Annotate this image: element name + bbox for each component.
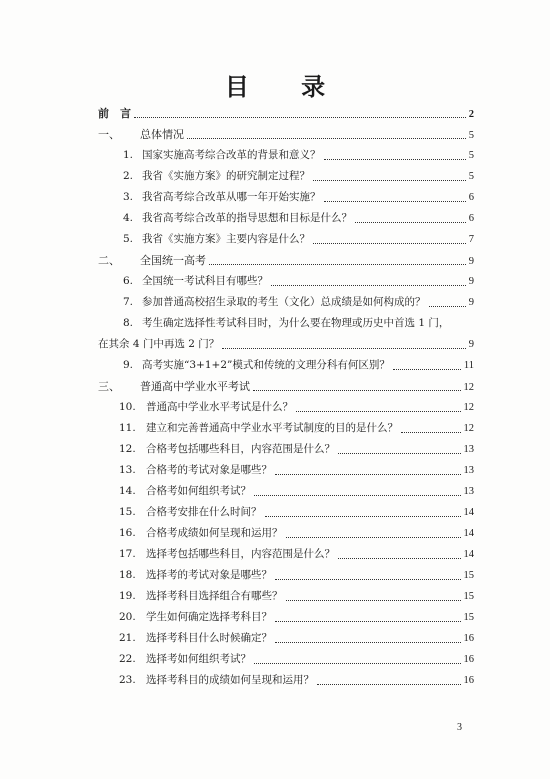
- toc-item-row: [98, 166, 474, 187]
- toc-entry-number: 1.: [123, 149, 134, 161]
- dot-leader: [286, 537, 461, 538]
- dot-leader: [275, 579, 461, 580]
- toc-entry-number: 10.: [119, 401, 136, 413]
- toc-entry-number: 二、: [98, 254, 120, 267]
- toc-item-row: [98, 481, 474, 502]
- dot-leader: [134, 117, 466, 118]
- toc-item-row: [98, 313, 474, 334]
- dot-leader: [355, 222, 466, 223]
- toc-entry-label: 选择考科目什么时候确定？: [146, 632, 272, 644]
- toc-item-row: [98, 145, 474, 166]
- toc-entry-number: 一、: [98, 128, 120, 141]
- toc-item-row: [98, 355, 474, 376]
- toc-entry-label: 选择考科目的成绩如何呈现和运用？: [146, 674, 314, 686]
- toc-entry-number: 22.: [119, 653, 136, 665]
- toc-entry-page: 11: [463, 360, 474, 371]
- toc-item-row: [98, 439, 474, 460]
- dot-leader: [275, 642, 461, 643]
- toc-entry-page: 13: [463, 465, 474, 476]
- page-number: 3: [457, 722, 462, 733]
- toc-entry-page: 12: [463, 402, 474, 413]
- toc-entry-page: 5: [468, 130, 474, 141]
- toc-entry-label: 普通高中学业水平考试是什么？: [146, 401, 293, 413]
- toc-entry-label: 考生确定选择性考试科目时，为什么要在物理或历史中首选 1 门，: [142, 317, 450, 329]
- toc-entry-page: 6: [468, 213, 474, 224]
- toc-entry-label: 我省《实施方案》的研究制定过程？: [142, 170, 310, 182]
- toc-entry-page: 12: [463, 423, 474, 434]
- dot-leader: [222, 348, 466, 349]
- toc-section-row: [98, 250, 474, 271]
- toc-entry-number: 20.: [119, 611, 136, 623]
- toc-entry-number: 3.: [123, 191, 134, 203]
- dot-leader: [338, 453, 461, 454]
- dot-leader: [429, 306, 466, 307]
- toc-entry-number: 14.: [119, 485, 136, 497]
- toc-entry-number: 23.: [119, 674, 136, 686]
- toc-item-row: [98, 229, 474, 250]
- toc-entry-label: 选择考包括哪些科目，内容范围是什么？: [146, 548, 335, 560]
- toc-item-row: [98, 523, 474, 544]
- table-of-contents: [98, 103, 474, 691]
- toc-entry-label: 我省高考综合改革的指导思想和目标是什么？: [142, 212, 352, 224]
- dot-leader: [271, 285, 466, 286]
- dot-leader: [313, 243, 466, 244]
- toc-item-row: [98, 187, 474, 208]
- toc-entry-label: 前 言: [98, 107, 131, 120]
- dot-leader: [254, 495, 461, 496]
- toc-entry-page: 9: [468, 276, 474, 287]
- toc-entry-label: 在其余 4 门中再选 2 门？: [98, 338, 220, 350]
- toc-entry-page: 2: [468, 109, 474, 120]
- toc-entry-label: 合格考包括哪些科目，内容范围是什么？: [146, 443, 335, 455]
- toc-entry-number: 4.: [123, 212, 134, 224]
- toc-entry-number: 7.: [123, 296, 134, 308]
- toc-entry-label: 建立和完善普通高中学业水平考试制度的目的是什么？: [146, 422, 398, 434]
- dot-leader: [313, 180, 466, 181]
- toc-entry-page: 5: [468, 150, 474, 161]
- toc-entry-page: 14: [463, 549, 474, 560]
- toc-section-row: [98, 376, 474, 397]
- toc-entry-page: 16: [463, 633, 474, 644]
- toc-section-row: [98, 124, 474, 145]
- toc-entry-label: 学生如何确定选择考科目？: [146, 611, 272, 623]
- toc-entry-label: 参加普通高校招生录取的考生（文化）总成绩是如何构成的？: [142, 296, 426, 308]
- toc-entry-page: 9: [468, 339, 474, 350]
- dot-leader: [296, 411, 461, 412]
- toc-entry-page: 15: [463, 612, 474, 623]
- toc-entry-page: 16: [463, 675, 474, 686]
- dot-leader: [324, 159, 466, 160]
- toc-entry-page: 5: [468, 171, 474, 182]
- toc-entry-label: 合格考如何组织考试？: [146, 485, 251, 497]
- dot-leader: [275, 621, 461, 622]
- toc-entry-page: 14: [463, 528, 474, 539]
- dot-leader: [265, 516, 461, 517]
- toc-entry-label: 全国统一考试科目有哪些？: [142, 275, 268, 287]
- toc-item-row: [98, 334, 474, 355]
- toc-entry-label: 我省《实施方案》主要内容是什么？: [142, 233, 310, 245]
- toc-entry-label: 我省高考综合改革从哪一年开始实施？: [142, 191, 321, 203]
- toc-item-row: [98, 460, 474, 481]
- dot-leader: [393, 369, 461, 370]
- dot-leader: [187, 138, 466, 139]
- toc-entry-label: 选择考如何组织考试？: [146, 653, 251, 665]
- toc-item-row: [98, 502, 474, 523]
- toc-entry-page: 9: [468, 297, 474, 308]
- toc-entry-number: 12.: [119, 443, 136, 455]
- toc-entry-number: 17.: [119, 548, 136, 560]
- toc-entry-number: 9.: [123, 359, 134, 371]
- toc-item-row: [98, 628, 474, 649]
- toc-entry-number: 16.: [119, 527, 136, 539]
- toc-entry-label: 选择考科目选择组合有哪些？: [146, 590, 283, 602]
- page-title: 目 录: [224, 73, 348, 101]
- toc-entry-label: 总体情况: [140, 128, 184, 141]
- toc-entry-number: 6.: [123, 275, 134, 287]
- dot-leader: [209, 264, 466, 265]
- dot-leader: [338, 558, 461, 559]
- toc-entry-label: 选择考的考试对象是哪些？: [146, 569, 272, 581]
- toc-entry-label: 合格考成绩如何呈现和运用？: [146, 527, 283, 539]
- toc-item-row: [98, 565, 474, 586]
- toc-front-row: [98, 103, 474, 124]
- toc-entry-label: 国家实施高考综合改革的背景和意义？: [142, 149, 321, 161]
- toc-entry-page: 16: [463, 654, 474, 665]
- toc-item-row: [98, 292, 474, 313]
- toc-entry-page: 15: [463, 591, 474, 602]
- toc-item-row: [98, 208, 474, 229]
- toc-entry-label: 合格考的考试对象是哪些？: [146, 464, 272, 476]
- toc-item-row: [98, 586, 474, 607]
- toc-item-row: [98, 607, 474, 628]
- toc-entry-number: 15.: [119, 506, 136, 518]
- toc-entry-page: 7: [468, 234, 474, 245]
- dot-leader: [254, 663, 461, 664]
- toc-entry-number: 13.: [119, 464, 136, 476]
- toc-entry-number: 5.: [123, 233, 134, 245]
- toc-entry-number: 2.: [123, 170, 134, 182]
- toc-item-row: [98, 271, 474, 292]
- toc-entry-number: 19.: [119, 590, 136, 602]
- toc-entry-page: 9: [468, 256, 474, 267]
- toc-entry-label: 普通高中学业水平考试: [140, 380, 250, 393]
- toc-entry-page: 12: [463, 382, 474, 393]
- dot-leader: [324, 201, 466, 202]
- toc-entry-page: 14: [463, 507, 474, 518]
- dot-leader: [253, 390, 461, 391]
- toc-item-row: [98, 544, 474, 565]
- dot-leader: [275, 474, 461, 475]
- toc-entry-number: 8.: [123, 317, 134, 329]
- toc-entry-label: 高考实施“3+1+2”模式和传统的文理分科有何区别？: [142, 359, 390, 371]
- toc-entry-page: 13: [463, 444, 474, 455]
- toc-entry-page: 13: [463, 486, 474, 497]
- dot-leader: [317, 684, 461, 685]
- dot-leader: [401, 432, 461, 433]
- toc-item-row: [98, 397, 474, 418]
- dot-leader: [286, 600, 461, 601]
- toc-entry-number: 11.: [119, 422, 136, 434]
- toc-entry-number: 21.: [119, 632, 136, 644]
- toc-item-row: [98, 418, 474, 439]
- toc-entry-page: 15: [463, 570, 474, 581]
- toc-entry-number: 18.: [119, 569, 136, 581]
- toc-entry-number: 三、: [98, 380, 120, 393]
- toc-entry-label: 合格考安排在什么时间？: [146, 506, 262, 518]
- toc-item-row: [98, 649, 474, 670]
- toc-entry-page: 6: [468, 192, 474, 203]
- toc-item-row: [98, 670, 474, 691]
- toc-entry-label: 全国统一高考: [140, 254, 206, 267]
